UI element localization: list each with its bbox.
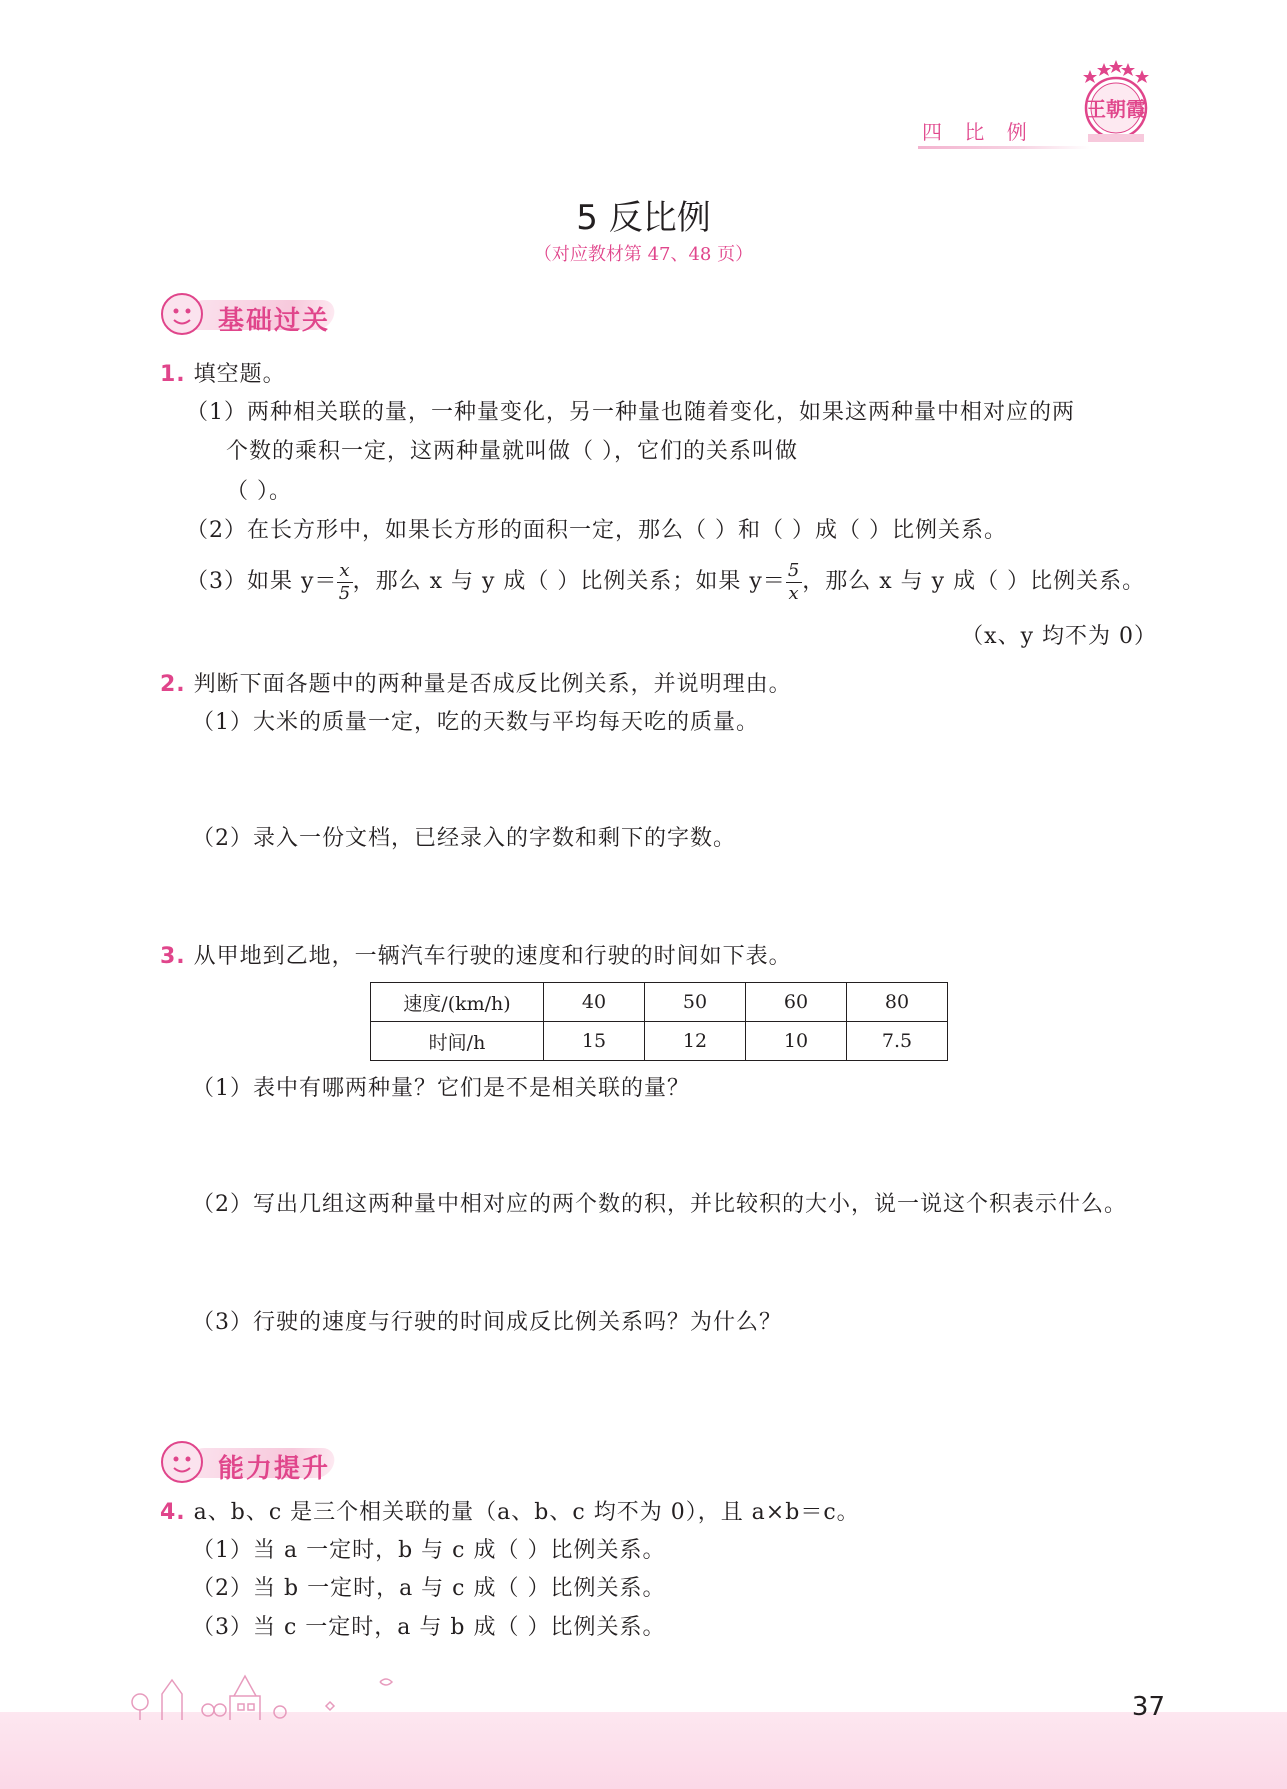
table-cell: 12 (645, 1022, 746, 1061)
q3-part3: （3）行驶的速度与行驶的时间成反比例关系吗？为什么？ (192, 1310, 782, 1335)
question-prompt: a、b、c 是三个相关联的量（a、b、c 均不为 0），且 a×b＝c。 (193, 1500, 860, 1525)
q3-part1: （1）表中有哪两种量？它们是不是相关联的量？ (192, 1076, 690, 1101)
q1-note: （x、y 均不为 0） (961, 624, 1157, 649)
page-number: 37 (1131, 1692, 1165, 1722)
q3-part2: （2）写出几组这两种量中相对应的两个数的积，并比较积的大小，说一说这个积表示什么。 (192, 1192, 1128, 1217)
q1-part1-line2: 个数的乘积一定，这两种量就叫做（ ），它们的关系叫做 (226, 439, 798, 464)
q1-part1-line3: （ ）。 (226, 479, 292, 504)
q2-part2: （2）录入一份文档，已经录入的字数和剩下的字数。 (192, 826, 736, 851)
question-2 (160, 674, 792, 696)
footer-band (0, 1712, 1287, 1789)
question-number: 3. (160, 944, 186, 969)
q1-part3-text-a: （3）如果 y＝ (186, 569, 338, 594)
q4-part3: （3）当 c 一定时，a 与 b 成（ ）比例关系。 (192, 1615, 666, 1640)
question-number: 4. (160, 1500, 186, 1525)
table-cell: 7.5 (847, 1022, 948, 1061)
row-header: 时间/h (371, 1022, 544, 1061)
q2-part1: （1）大米的质量一定，吃的天数与平均每天吃的质量。 (192, 710, 759, 735)
q1-part1-line1: （1）两种相关联的量，一种量变化，另一种量也随着变化，如果这两种量中相对应的两 (186, 400, 1075, 425)
question-prompt: 从甲地到乙地，一辆汽车行驶的速度和行驶的时间如下表。 (193, 944, 792, 969)
question-number: 2. (160, 672, 186, 697)
chapter-label: 四 比 例 (922, 120, 1035, 144)
table-cell: 60 (746, 983, 847, 1022)
fraction-x-over-5: $\frac{x}{5}$ (338, 559, 352, 604)
publisher-logo-icon (1074, 58, 1158, 144)
question-prompt: 填空题。 (193, 362, 286, 387)
house-decoration-icon (120, 1662, 420, 1722)
mascot-icon (160, 1440, 204, 1484)
table-cell: 10 (746, 1022, 847, 1061)
section-label: 能力提升 (218, 1454, 331, 1484)
table-row (371, 1022, 948, 1061)
chapter-underline (918, 146, 1090, 149)
table-row (371, 983, 948, 1022)
q1-part2: （2）在长方形中，如果长方形的面积一定，那么（ ）和（ ）成（ ）比例关系。 (186, 518, 1007, 543)
question-number: 1. (160, 362, 186, 387)
section-badge-advanced (160, 1440, 380, 1484)
question-1 (160, 364, 286, 386)
q1-part3 (186, 556, 1145, 608)
section-badge-basic (160, 292, 380, 336)
mascot-icon (160, 292, 204, 336)
q1-part3-text-c: ，那么 x 与 y 成（ ）比例关系。 (802, 569, 1146, 594)
table-cell: 80 (847, 983, 948, 1022)
question-prompt: 判断下面各题中的两种量是否成反比例关系，并说明理由。 (193, 672, 792, 697)
question-4 (160, 1502, 860, 1524)
question-3 (160, 946, 792, 968)
q4-part2: （2）当 b 一定时，a 与 c 成（ ）比例关系。 (192, 1576, 666, 1601)
table-cell: 15 (544, 1022, 645, 1061)
table-cell: 40 (544, 983, 645, 1022)
q4-part1: （1）当 a 一定时，b 与 c 成（ ）比例关系。 (192, 1538, 666, 1563)
logo-text: 王朝霞 (1086, 97, 1146, 121)
page-title: 5 反比例 (576, 198, 711, 238)
section-label: 基础过关 (218, 306, 331, 336)
fraction-5-over-x: $\frac{5}{x}$ (787, 559, 801, 604)
q1-part3-text-b: ，那么 x 与 y 成（ ）比例关系；如果 y＝ (352, 569, 786, 594)
speed-time-table (370, 982, 948, 1061)
row-header: 速度/(km/h) (371, 983, 544, 1022)
page-subtitle: （对应教材第 47、48 页） (533, 244, 754, 265)
table-cell: 50 (645, 983, 746, 1022)
